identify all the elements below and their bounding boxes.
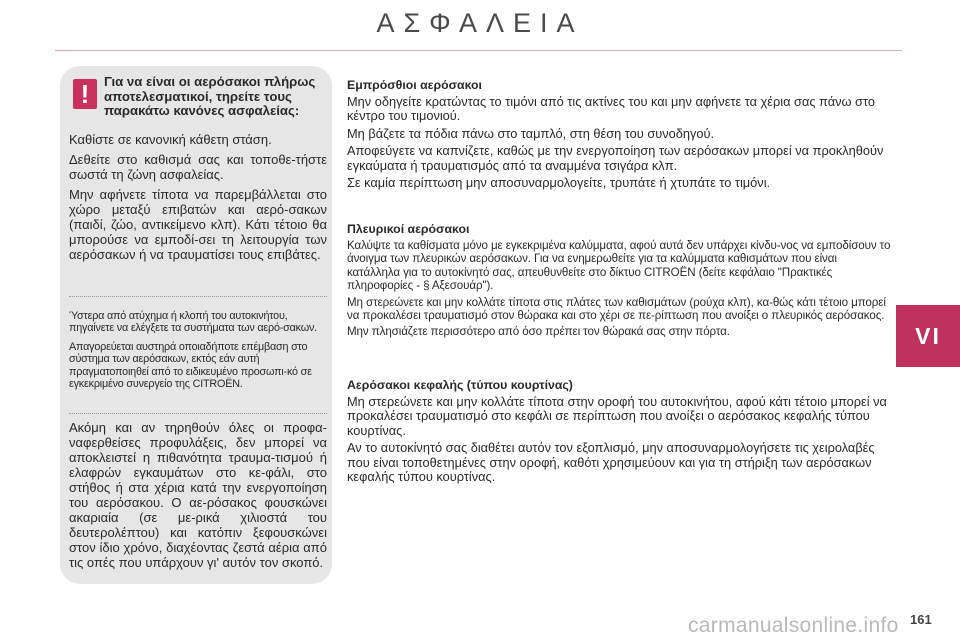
warning-paragraph: Μην αφήνετε τίποτα να παρεμβάλλεται στο χώρο μεταξύ επιβατών και αερό-σακων (παιδί, ζώο, αντικείμενο κλπ). Κάτι τέτοιο θα μπορούσε να εμποδί-σει τη λειτουργία των αερόσακων ή να τραυματίσει τους επιβάτες. <box>69 187 327 262</box>
dotted-separator <box>69 296 327 297</box>
warning-exclamation-icon: ! <box>73 79 97 109</box>
front-airbags-section <box>347 78 892 193</box>
page-number: 161 <box>910 612 932 627</box>
curtain-airbags-section <box>347 378 892 487</box>
chapter-tab[interactable]: VI <box>896 305 960 367</box>
section-paragraph: Καλύψτε τα καθίσματα μόνο με εγκεκριμένα καλύμματα, αφού αυτά δεν υπάρχει κίνδυ-νος να εμποδίσουν το άνοιγμα των πλευρικών αερόσακων. Για να ενημερωθείτε για τα καλύμματα καθισμάτων που είναι κατάλληλα για το αυτοκίνητό σας, απευθυνθείτε στο δίκτυο CITROËN (δείτε κεφάλαιο "Πρακτικές πληροφορίες - § Αξεσουάρ"). <box>347 239 891 293</box>
section-heading: Αερόσακοι κεφαλής (τύπου κουρτίνας) <box>347 378 573 392</box>
side-airbags-section <box>347 222 892 342</box>
section-paragraph: Μη στερεώνετε και μην κολλάτε τίποτα στην οροφή του αυτοκινήτου, αφού κάτι τέτοιο μπορεί να προκαλέσει τραυματισμό στο κεφάλι σε περίπτωση που ανοίξει ο αερόσακος κεφαλής τύπου κουρτίνας. <box>347 394 887 438</box>
warning-paragraph: Καθίστε σε κανονική κάθετη στάση. <box>69 132 272 147</box>
section-paragraph: Μη στερεώνετε και μην κολλάτε τίποτα στις πλάτες των καθισμάτων (ρούχα κλπ), κα-θώς κάτι τέτοιο μπορεί να προκαλέσει τραυματισμό στον θώρακα και στο χέρι σε πε-ρίπτωση που ανοίξει ο πλευρικός αερόσακος. <box>347 295 886 323</box>
warning-notes <box>69 310 327 396</box>
warning-note: Απαγορεύεται αυστηρά οποιαδήποτε επέμβαση στο σύστημα των αερόσακων, εκτός εάν αυτή πραγματοποιηθεί από το ειδικευμένο προσωπι-κό σε εγκεκριμένο συνεργείο της CITROËN. <box>69 340 312 391</box>
warning-final-paragraph: Ακόμη και αν τηρηθούν όλες οι προφα-ναφερθείσες προφυλάξεις, δεν μπορεί να αποκλειστεί η πιθανότητα τραυμα-τισμού ή ελαφρών εγκαυμάτων στο κε-φάλι, στο στήθος ή στα χέρια κατά την ενεργοποίηση του αερόσακου. Ο αε-ρόσακος φουσκώνει ακαριαία (σε με-ρικά χιλιοστά του δευτερολέπτου) και κατόπιν ξεφουσκώνει στον ίδιο χρόνο, διαχέοντας ζεστά αέρια από τις οπές που υπάρχουν γι' αυτόν τον σκοπό. <box>69 420 327 570</box>
warning-heading: Για να είναι οι αερόσακοι πλήρως αποτελεσματικοί, τηρείτε τους παρακάτω κανόνες ασφαλείας: <box>104 74 316 118</box>
warning-note: Ύστερα από ατύχημα ή κλοπή του αυτοκινήτου, πηγαίνετε να ελέγξετε τα συστήματα των αερό-σακων. <box>69 310 317 335</box>
page-title: ΑΣΦΑΛΕΙΑ <box>376 8 584 38</box>
title-divider <box>55 50 902 51</box>
section-heading: Εμπρόσθιοι αερόσακοι <box>347 78 482 92</box>
section-paragraph: Μην πλησιάζετε περισσότερο από όσο πρέπει τον θώρακά σας στην πόρτα. <box>347 325 730 339</box>
section-paragraph: Μη βάζετε τα πόδια πάνω στο ταμπλό, στη θέση του συνοδηγού. <box>347 125 715 141</box>
warning-paragraph: Δεθείτε στο καθισμά σας και τοποθε-τήστε σωστά τη ζώνη ασφαλείας. <box>69 152 327 182</box>
section-paragraph: Σε καμία περίπτωση μην αποσυναρμολογείτε, τρυπάτε ή χτυπάτε το τιμόνι. <box>347 175 771 191</box>
watermark: carmanualsonline.info <box>688 614 899 637</box>
section-heading: Πλευρικοί αερόσακοι <box>347 222 470 236</box>
warning-rules <box>69 132 327 267</box>
warning-final <box>69 420 327 575</box>
section-paragraph: Αν το αυτοκίνητό σας διαθέτει αυτόν τον εξοπλισμό, μην αποσυναρμολογήσετε τις χειρολαβές που είναι τοποθετημένες στην οροφή, καθότι χρησιμεύουν και για τη στήριξη των αερόσακων κεφαλής τύπου κουρτίνας. <box>347 440 875 485</box>
section-paragraph: Αποφεύγετε να καπνίζετε, καθώς με την ενεργοποίηση των αερόσακων μπορεί να προκληθούν εγκαύματα ή τραυματισμός από τα αναμμένα τσιγάρα κλπ. <box>347 143 884 173</box>
section-paragraph: Μην οδηγείτε κρατώντας το τιμόνι από τις ακτίνες του και μην αφήνετε τα χέρια σας πάνω στο κέντρο του τιμονιού. <box>347 94 875 124</box>
dotted-separator <box>69 413 327 414</box>
